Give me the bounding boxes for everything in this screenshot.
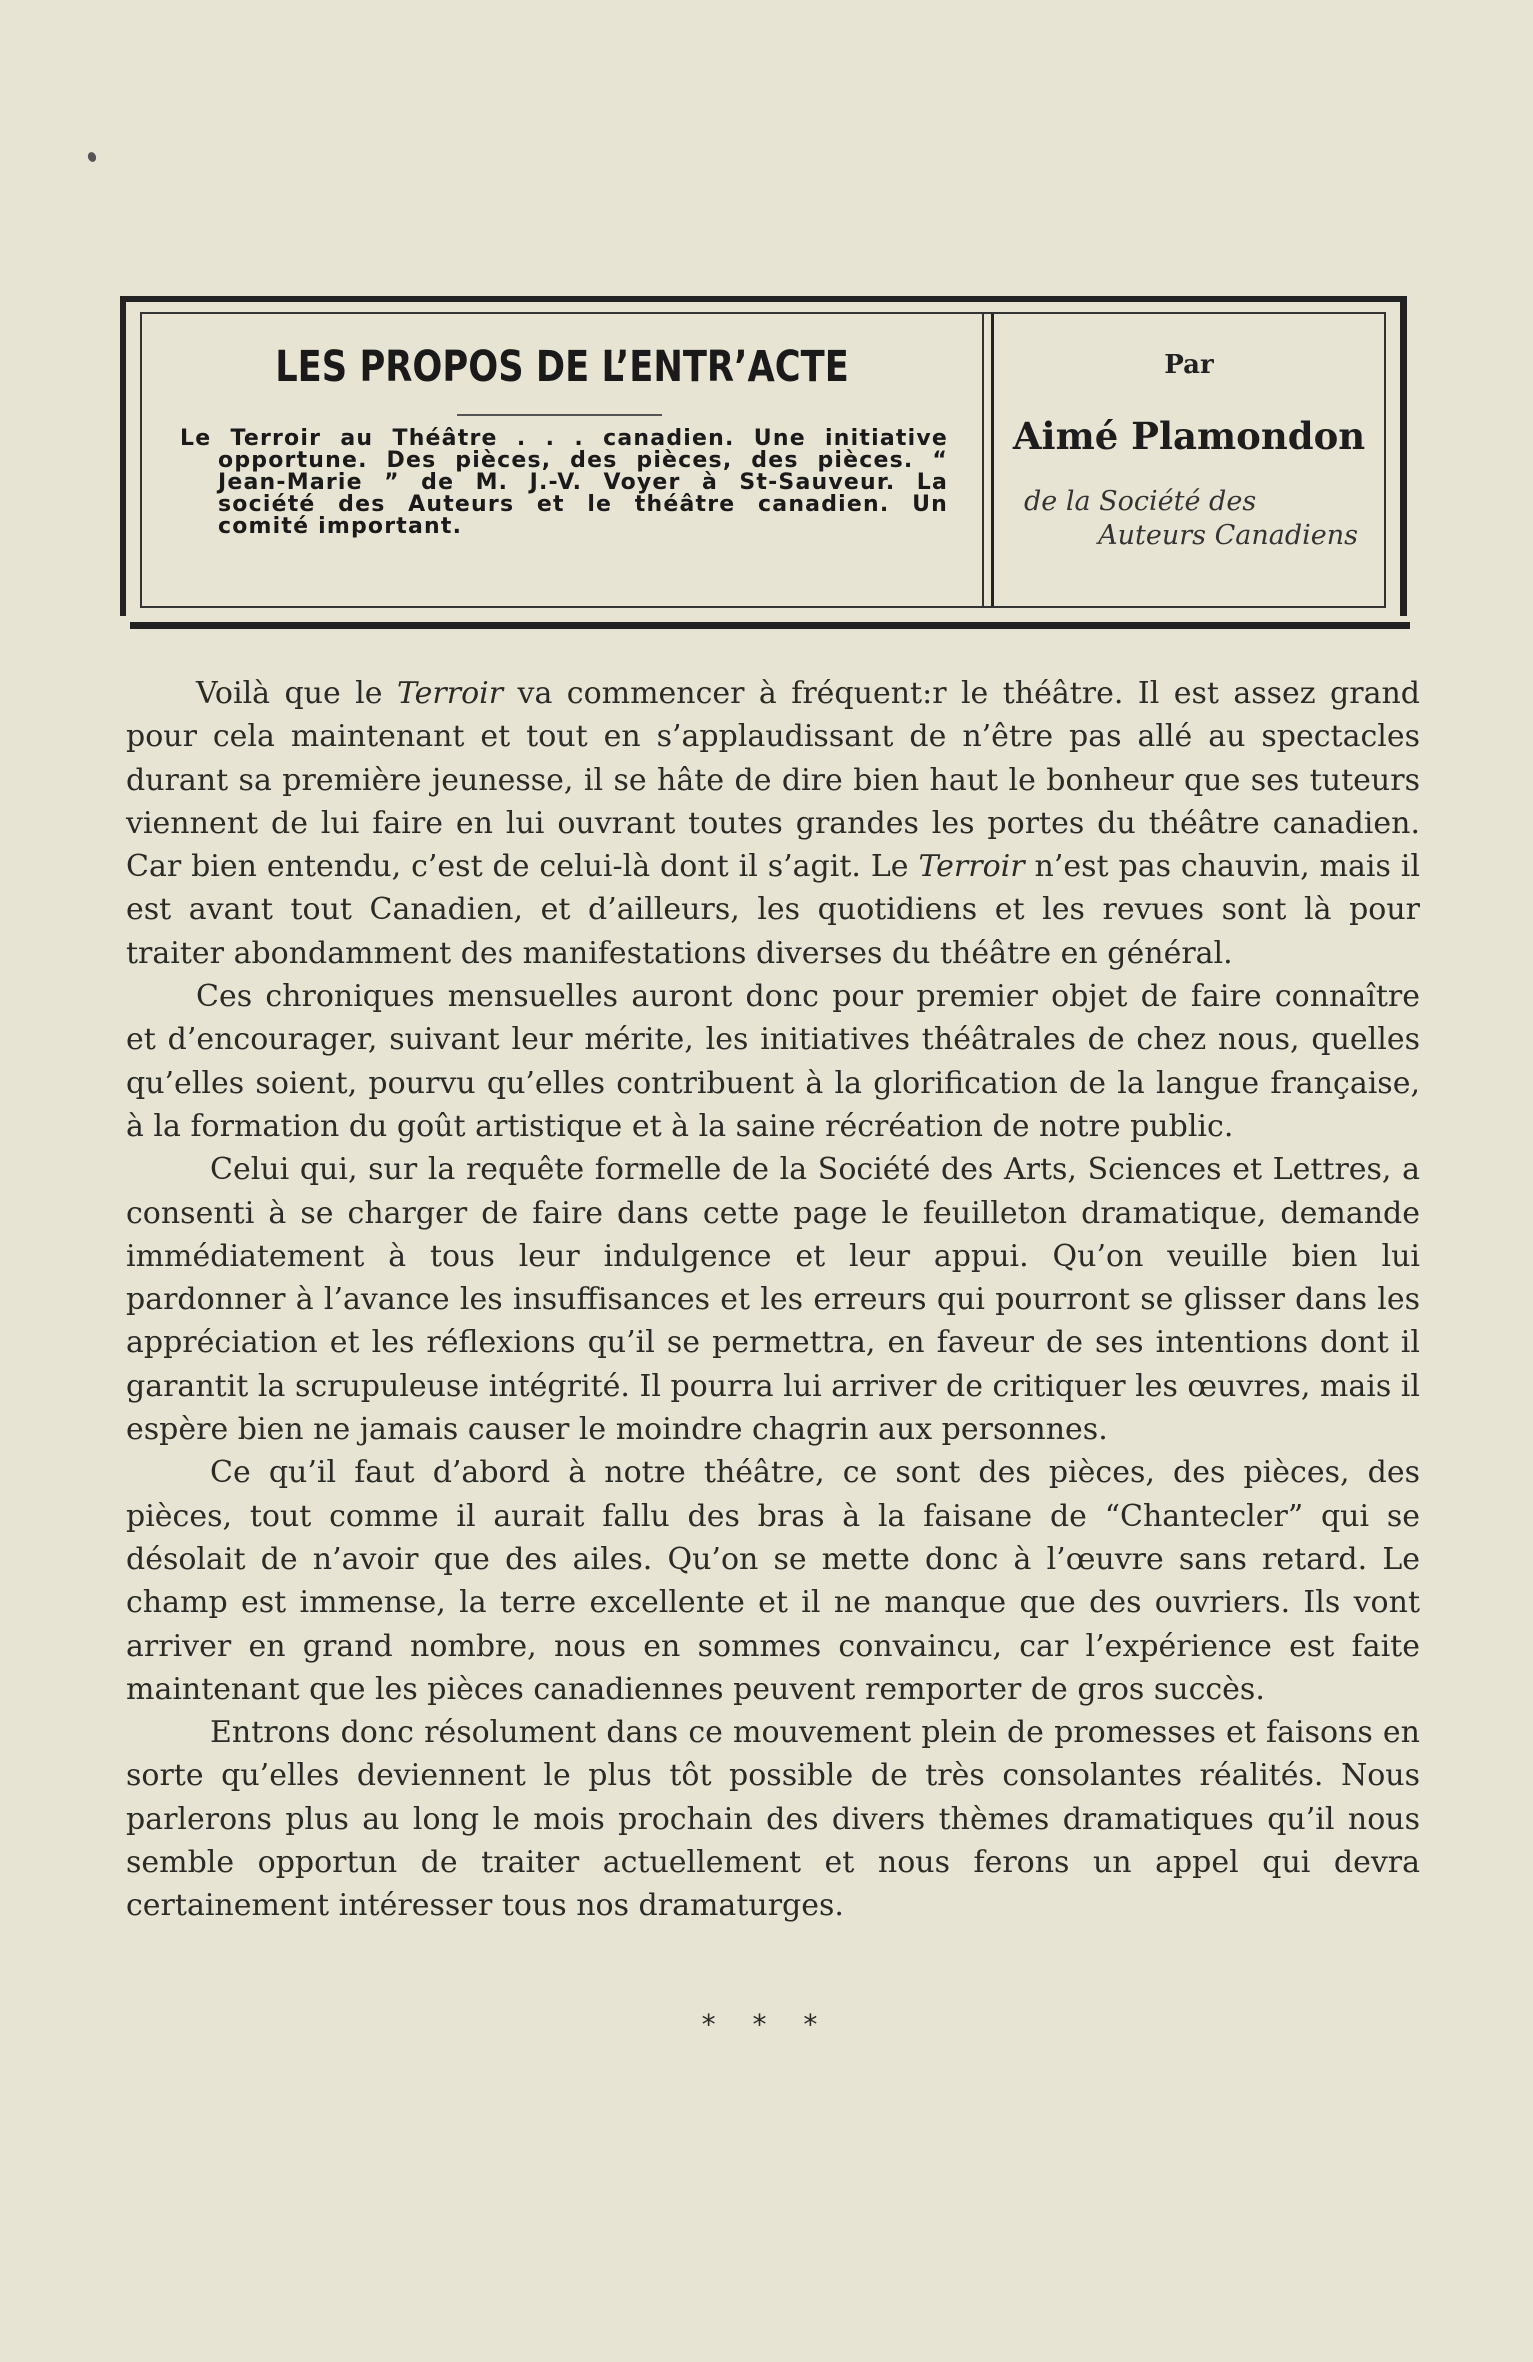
paragraph-5: Entrons donc résolument dans ce mouvement plein de promesses et faisons en sorte qu’elles deviennent le plus tôt possible de très consolantes réalités. Nous parlerons plus au long le mois prochain des divers thèmes dramatiques qu’il nous semble opportun de traiter actuellement et nous ferons un appel qui devra certainement intéresser tous nos dramaturges.: [126, 1715, 1420, 1924]
article-header-box: [120, 296, 1407, 616]
paragraph-1: [126, 672, 1420, 975]
paragraph-2: Ces chroniques mensuelles auront donc pour premier objet de faire connaître et d’encourager, suivant leur mérite, les initiatives théâtrales de chez nous, quelles qu’elles soient, pourvu qu’elles contribuent à la glorification de la langue française, à la formation du goût artistique et à la saine récréation de notre public.: [126, 979, 1420, 1144]
article-header-inner: [140, 312, 1386, 608]
header-bottom-rule: [130, 622, 1410, 629]
header-right-column: [994, 314, 1384, 606]
author-affiliation-line-1: de la Société des: [1024, 486, 1257, 517]
paragraph-1-emphasis-2: Terroir: [918, 849, 1025, 885]
author-name: Aimé Plamondon: [1012, 414, 1366, 458]
paragraph-4: Ce qu’il faut d’abord à notre théâtre, ce sont des pièces, des pièces, des pièces, tout comme il aurait fallu des bras à la faisane de “Chantecler” qui se désolait de n’avoir que des ailes. Qu’on se mette donc à l’œuvre sans retard. Le champ est immense, la terre excellente et il ne manque que des ouvriers. Ils vont arriver en grand nombre, nous en sommes convaincu, car l’expérience est faite maintenant que les pièces canadiennes peuvent remporter de gros succès.: [126, 1455, 1420, 1707]
paragraph-1-emphasis-1: Terroir: [396, 676, 504, 711]
paragraph-1-text-a: Voilà que le: [196, 676, 397, 711]
title-rule: [457, 414, 662, 416]
header-column-divider: [982, 314, 994, 606]
column-summary: Le Terroir au Théâtre . . . canadien. Une initiative opportune. Des pièces, des pièces, des pièces. “ Jean-Marie ” de M. J.-V. Voyer à St-Sauveur. La société des Auteurs et le théâtre canadien. Un comité important.: [180, 426, 948, 539]
paragraph-1-text-b: va commencer à fréquent:r le théâtre. Il est assez grand pour cela maintenant et tout en s’applaudissant de n’être pas allé au spectacles durant sa première jeunesse, il se hâte de dire bien haut le bonheur que ses tuteurs viennent de lui faire en lui ouvrant toutes grandes les portes du théâtre canadien. Car bien entendu, c’est de celui-là dont il s’agit. Le: [126, 676, 1420, 885]
paragraph-1-text-c: n’est pas chauvin, mais il est avant tout Canadien, et d’ailleurs, les quotidiens et les revues sont là pour traiter abondamment des manifestations diverses du théâtre en général.: [126, 849, 1420, 971]
page-speck: [87, 151, 98, 163]
author-affiliation-line-2: Auteurs Canadiens: [1098, 520, 1358, 551]
paragraph-3: Celui qui, sur la requête formelle de la Société des Arts, Sciences et Lettres, a consenti à se charger de faire dans cette page le feuilleton dramatique, demande immédiatement à tous leur indulgence et leur appui. Qu’on veuille bien lui pardonner à l’avance les insuffisances et les erreurs qui pourront se glisser dans les appréciation et les réflexions qu’il se permettra, en faveur de ses intentions dont il garantit la scrupuleuse intégrité. Il pourra lui arriver de critiquer les œuvres, mais il espère bien ne jamais causer le moindre chagrin aux personnes.: [126, 1152, 1420, 1448]
article-body: [126, 672, 1420, 1928]
byline-par: Par: [1164, 350, 1214, 380]
header-left-column: [142, 314, 982, 606]
section-separator: * * *: [701, 2008, 832, 2041]
column-title: LES PROPOS DE L’ENTR’ACTE: [275, 342, 849, 392]
